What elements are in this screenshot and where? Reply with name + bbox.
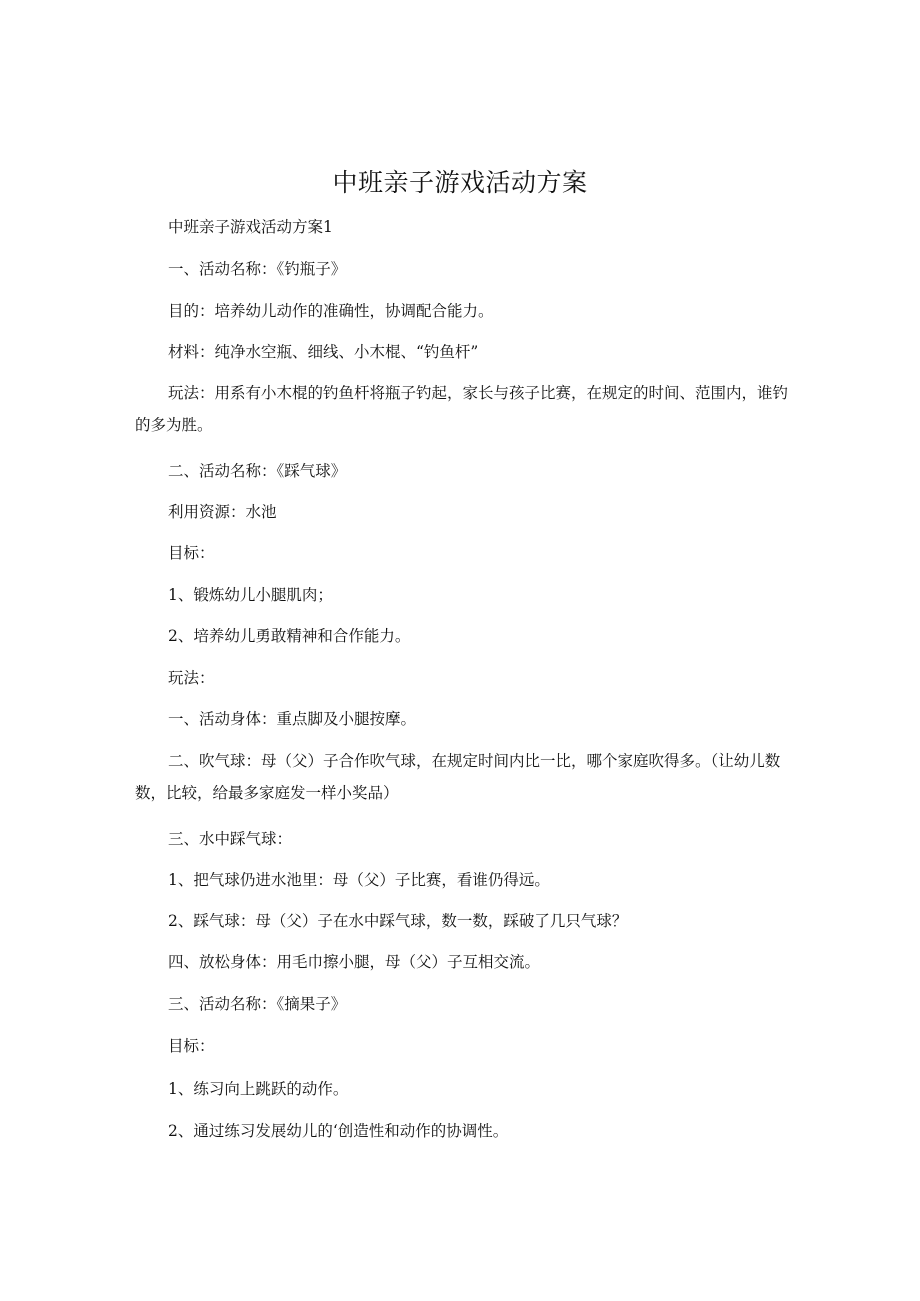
paragraph: 目标： <box>168 1037 215 1055</box>
document-title: 中班亲子游戏活动方案 <box>332 168 588 197</box>
section-heading: 中班亲子游戏活动方案1 <box>168 218 333 236</box>
list-item: 2、培养幼儿勇敢精神和合作能力。 <box>168 627 411 645</box>
list-item: 1、锻炼幼儿小腿肌肉； <box>168 586 333 604</box>
paragraph: 材料：纯净水空瓶、细线、小木棍、“钓鱼杆” <box>168 343 479 361</box>
activity-name: 三、活动名称：《摘果子》 <box>168 995 347 1013</box>
paragraph: 玩法： <box>168 669 215 687</box>
paragraph: 目的：培养幼儿动作的准确性，协调配合能力。 <box>168 302 494 320</box>
list-item: 1、把气球仍进水池里：母（父）子比赛，看谁仍得远。 <box>168 871 550 889</box>
paragraph: 三、水中踩气球： <box>168 830 293 848</box>
list-item: 1、练习向上跳跃的动作。 <box>168 1080 349 1098</box>
paragraph: 玩法：用系有小木棍的钓鱼杆将瓶子钓起，家长与孩子比赛，在规定的时间、范围内，谁钓的多为胜。 <box>135 384 789 434</box>
paragraph: 四、放松身体：用毛巾擦小腿，母（父）子互相交流。 <box>168 953 541 971</box>
list-item: 2、踩气球：母（父）子在水中踩气球，数一数，踩破了几只气球？ <box>168 912 628 930</box>
list-item: 2、通过练习发展幼儿的‘创造性和动作的协调性。 <box>168 1122 509 1140</box>
paragraph: 利用资源：水池 <box>168 503 277 521</box>
paragraph: 二、吹气球：母（父）子合作吹气球，在规定时间内比一比，哪个家庭吹得多。（让幼儿数数，比较，给最多家庭发一样小奖品） <box>135 752 781 802</box>
paragraph: 一、活动身体：重点脚及小腿按摩。 <box>168 710 417 728</box>
activity-name: 一、活动名称：《钓瓶子》 <box>168 260 347 278</box>
paragraph: 目标： <box>168 544 215 562</box>
activity-name: 二、活动名称：《踩气球》 <box>168 462 347 480</box>
